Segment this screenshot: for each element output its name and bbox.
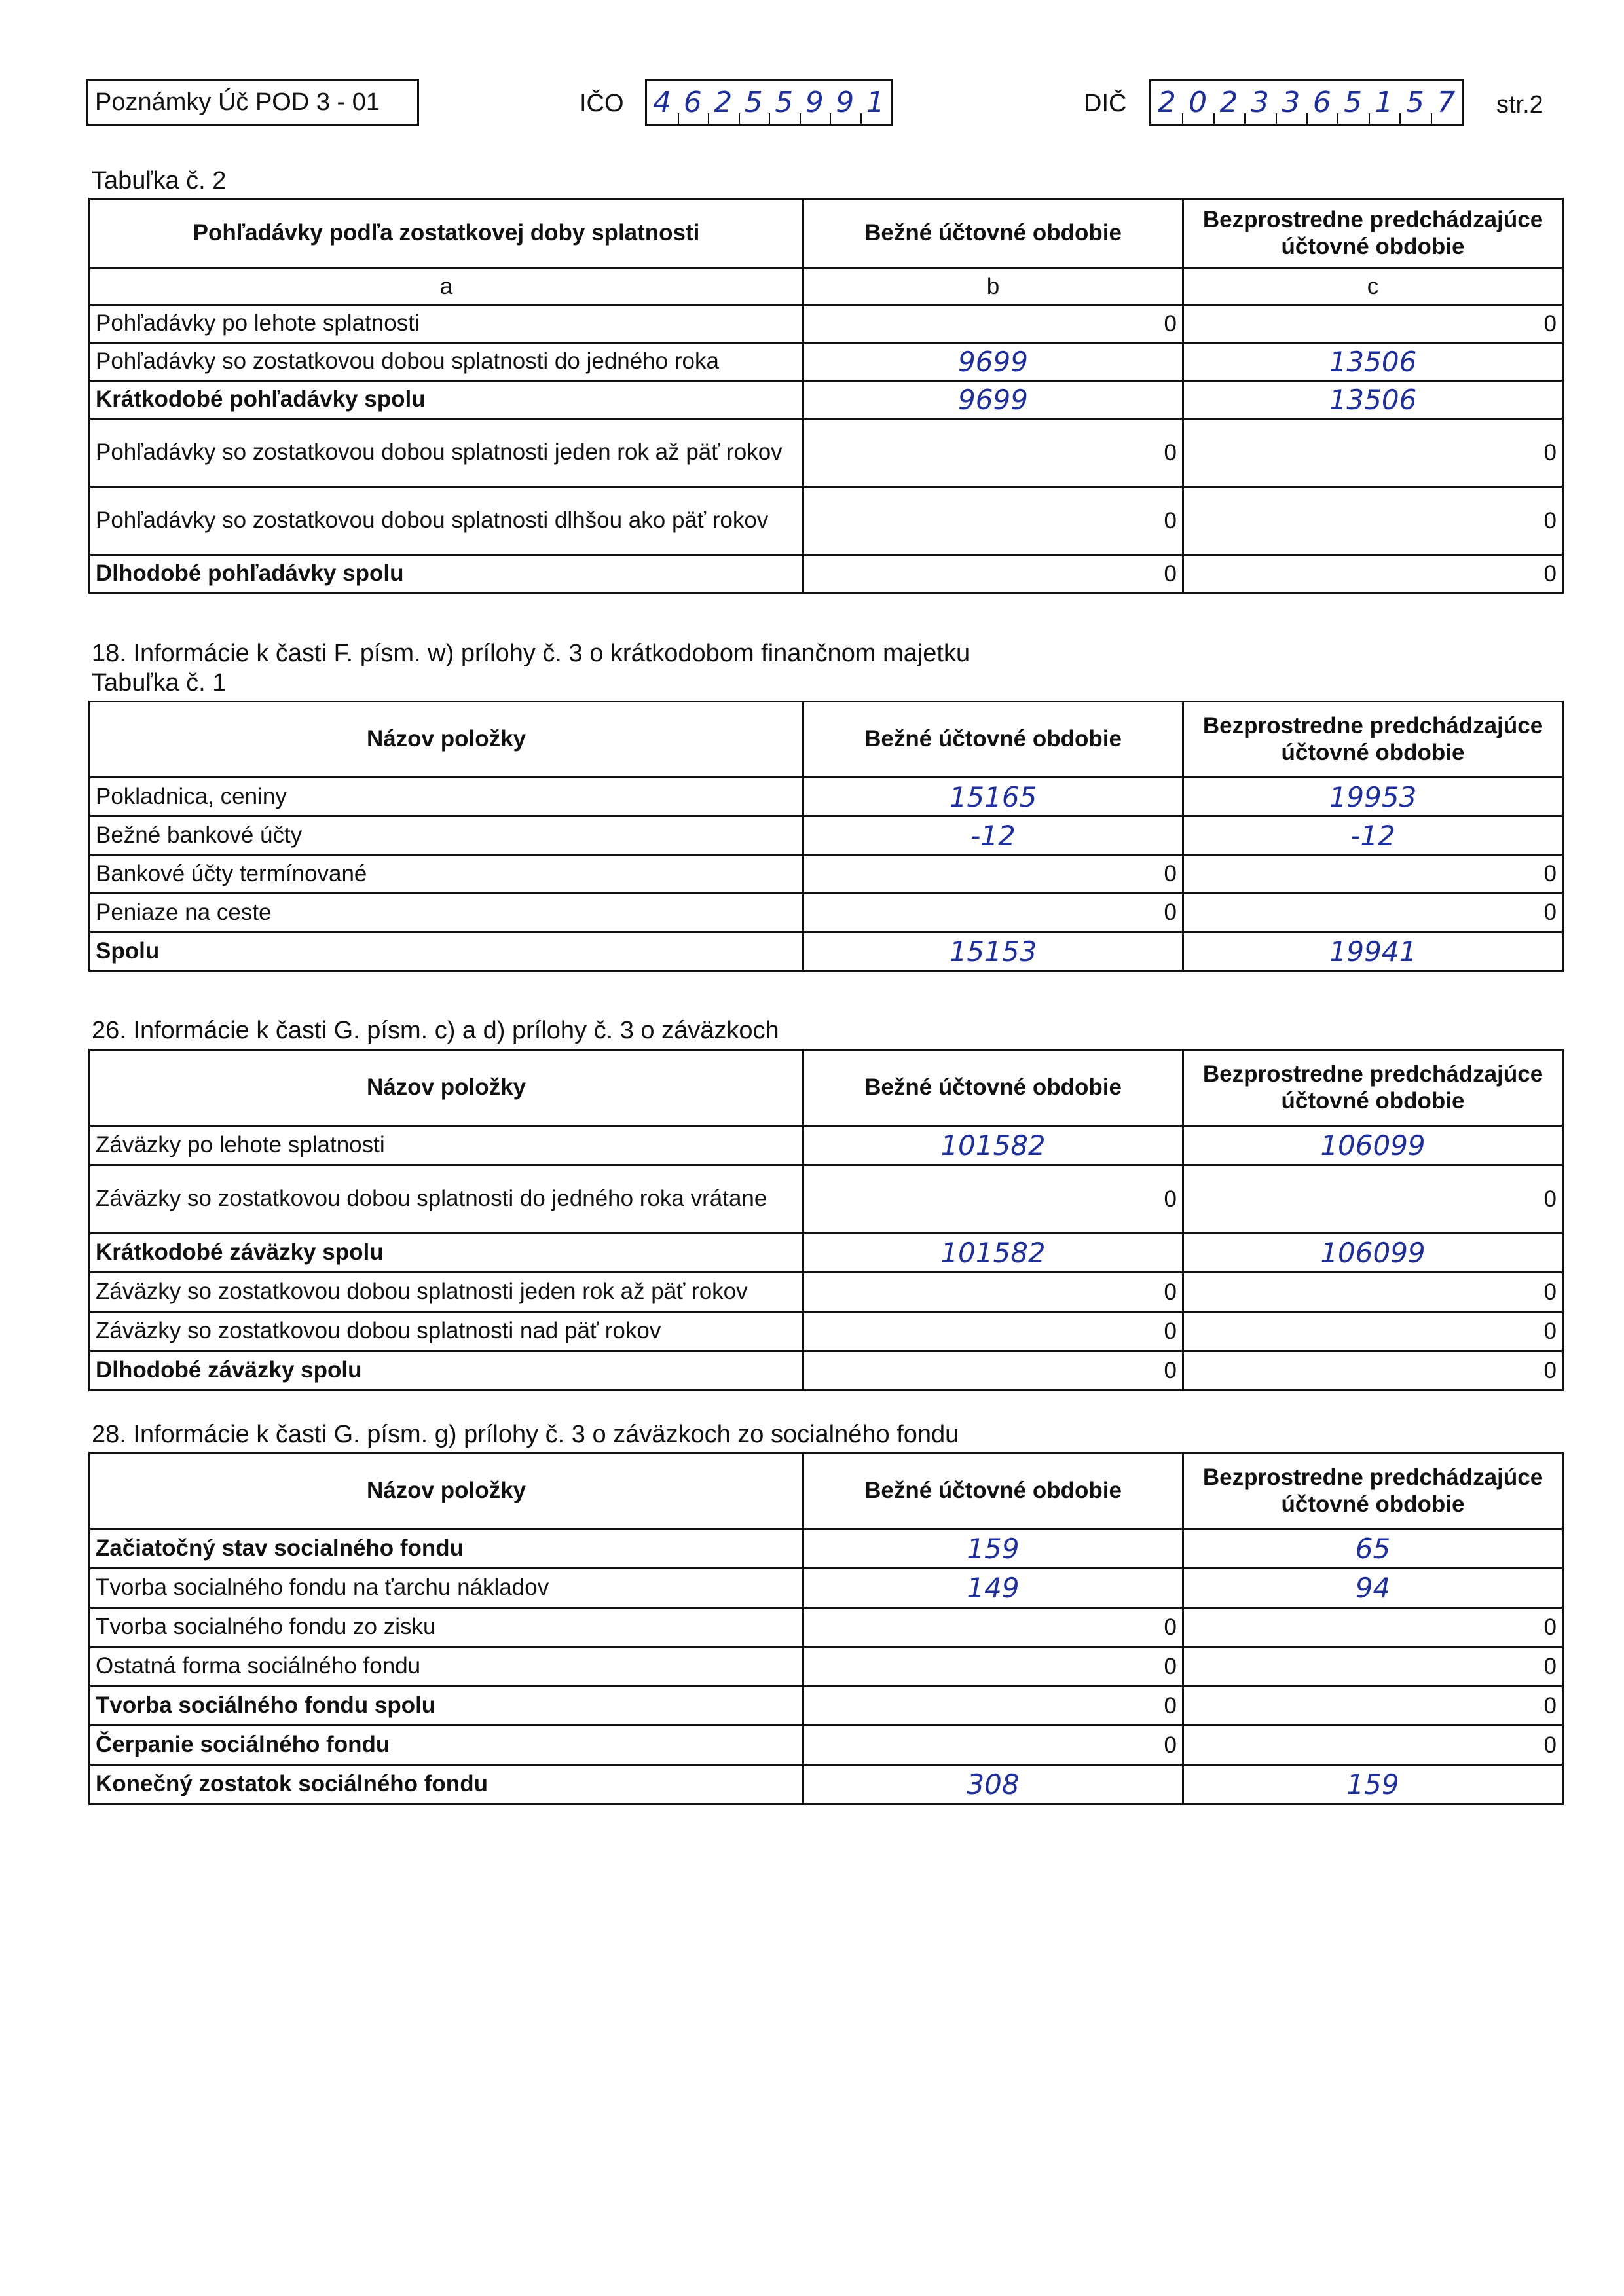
previous-value: 0 [1183,487,1563,555]
previous-value: 159 [1183,1765,1563,1804]
current-value: 0 [803,1726,1183,1765]
column-header: Bežné účtovné obdobie [803,1050,1183,1126]
current-value: 0 [803,1165,1183,1233]
previous-value: -12 [1183,816,1563,855]
ico-digit: 4 [653,85,672,119]
current-value: 0 [803,894,1183,932]
previous-value: 0 [1183,1608,1563,1647]
previous-value: 0 [1183,1686,1563,1726]
row-label: Peniaze na ceste [90,894,803,932]
row-label: Krátkodobé záväzky spolu [90,1233,803,1273]
previous-value: 0 [1183,1351,1563,1391]
current-value: 308 [803,1765,1183,1804]
row-label: Pohľadávky so zostatkovou dobou splatnosti jeden rok až päť rokov [90,419,803,487]
column-header: Bezprostredne predchádzajúce účtovné obdobie [1183,1050,1563,1126]
section-title: 26. Informácie k časti G. písm. c) a d) prílohy č. 3 o záväzkoch [92,1017,779,1044]
section-title: 18. Informácie k časti F. písm. w) prílohy č. 3 o krátkodobom finančnom majetku [92,640,970,667]
row-label: Ostatná forma sociálného fondu [90,1647,803,1686]
row-label: Záväzky so zostatkovou dobou splatnosti do jedného roka vrátane [90,1165,803,1233]
previous-value: 0 [1183,1726,1563,1765]
column-header: Názov položky [90,1453,803,1529]
current-value: 0 [803,1273,1183,1312]
current-value: 0 [803,1647,1183,1686]
row-label: Pohľadávky so zostatkovou dobou splatnosti do jedného roka [90,343,803,381]
table-caption: Tabuľka č. 2 [92,167,227,194]
dic-digit: 2 [1157,85,1176,119]
current-value: 0 [803,855,1183,894]
financial-assets-table [88,701,1564,972]
row-label: Tvorba socialného fondu na ťarchu nákladov [90,1569,803,1608]
current-value: 15153 [803,932,1183,971]
ico-digit: 6 [678,81,709,124]
current-value: 9699 [803,343,1183,381]
current-value: 0 [803,1351,1183,1391]
previous-value: 0 [1183,1273,1563,1312]
dic-label: DIČ [1084,90,1127,117]
current-value: 9699 [803,381,1183,419]
table-caption: Tabuľka č. 1 [92,669,227,697]
current-value: 101582 [803,1126,1183,1165]
previous-value: 0 [1183,419,1563,487]
previous-value: 0 [1183,855,1563,894]
current-value: 0 [803,1608,1183,1647]
ico-digits [645,79,893,126]
dic-digit: 2 [1213,81,1244,124]
current-value: 0 [803,487,1183,555]
ico-digit: 9 [830,81,860,124]
current-value: 0 [803,1312,1183,1351]
previous-value: 106099 [1183,1126,1563,1165]
column-header: Bežné účtovné obdobie [803,199,1183,268]
section-title: 28. Informácie k časti G. písm. g) prílohy č. 3 o záväzkoch zo socialného fondu [92,1421,959,1448]
previous-value: 13506 [1183,381,1563,419]
current-value: 159 [803,1529,1183,1569]
previous-value: 0 [1183,555,1563,593]
form-title: Poznámky Úč POD 3 - 01 [86,79,419,126]
dic-digit: 1 [1369,81,1399,124]
column-header: Bezprostredne predchádzajúce účtovné obdobie [1183,199,1563,268]
previous-value: 0 [1183,1312,1563,1351]
row-label: Čerpanie sociálného fondu [90,1726,803,1765]
column-letter: b [803,268,1183,305]
previous-value: 0 [1183,1647,1563,1686]
ico-digit: 5 [769,81,800,124]
row-label: Pohľadávky po lehote splatnosti [90,305,803,343]
previous-value: 94 [1183,1569,1563,1608]
column-header: Bezprostredne predchádzajúce účtovné obdobie [1183,1453,1563,1529]
dic-digit: 0 [1182,81,1213,124]
column-header: Názov položky [90,702,803,778]
previous-value: 19941 [1183,932,1563,971]
row-label: Pokladnica, ceniny [90,778,803,816]
row-label: Tvorba socialného fondu zo zisku [90,1608,803,1647]
dic-digit: 3 [1244,81,1275,124]
previous-value: 0 [1183,894,1563,932]
ico-digit: 2 [708,81,739,124]
previous-value: 13506 [1183,343,1563,381]
dic-digit: 7 [1431,81,1462,124]
row-label: Záväzky po lehote splatnosti [90,1126,803,1165]
dic-digit: 6 [1306,81,1337,124]
column-header: Pohľadávky podľa zostatkovej doby splatnosti [90,199,803,268]
current-value: 0 [803,419,1183,487]
current-value: 0 [803,305,1183,343]
row-label: Dlhodobé záväzky spolu [90,1351,803,1391]
column-header: Bezprostredne predchádzajúce účtovné obdobie [1183,702,1563,778]
column-header: Názov položky [90,1050,803,1126]
dic-digits [1149,79,1464,126]
receivables-table [88,198,1564,594]
ico-digit: 1 [860,81,891,124]
column-letter: a [90,268,803,305]
current-value: 15165 [803,778,1183,816]
ico-digit: 9 [800,81,830,124]
row-label: Pohľadávky so zostatkovou dobou splatnosti dlhšou ako päť rokov [90,487,803,555]
row-label: Začiatočný stav socialného fondu [90,1529,803,1569]
row-label: Spolu [90,932,803,971]
current-value: -12 [803,816,1183,855]
current-value: 101582 [803,1233,1183,1273]
ico-digit: 5 [739,81,769,124]
ico-label: IČO [580,90,624,117]
current-value: 0 [803,1686,1183,1726]
row-label: Záväzky so zostatkovou dobou splatnosti nad päť rokov [90,1312,803,1351]
row-label: Tvorba sociálného fondu spolu [90,1686,803,1726]
previous-value: 0 [1183,1165,1563,1233]
row-label: Bankové účty termínované [90,855,803,894]
current-value: 0 [803,555,1183,593]
dic-digit: 5 [1399,81,1430,124]
column-header: Bežné účtovné obdobie [803,1453,1183,1529]
liabilities-table [88,1049,1564,1391]
column-header: Bežné účtovné obdobie [803,702,1183,778]
dic-digit: 5 [1337,81,1368,124]
dic-digit: 3 [1276,81,1306,124]
current-value: 149 [803,1569,1183,1608]
row-label: Dlhodobé pohľadávky spolu [90,555,803,593]
previous-value: 106099 [1183,1233,1563,1273]
previous-value: 0 [1183,305,1563,343]
page-number: str.2 [1496,91,1543,118]
row-label: Bežné bankové účty [90,816,803,855]
column-letter: c [1183,268,1563,305]
social-fund-table [88,1452,1564,1805]
row-label: Krátkodobé pohľadávky spolu [90,381,803,419]
row-label: Záväzky so zostatkovou dobou splatnosti jeden rok až päť rokov [90,1273,803,1312]
previous-value: 19953 [1183,778,1563,816]
row-label: Konečný zostatok sociálného fondu [90,1765,803,1804]
previous-value: 65 [1183,1529,1563,1569]
